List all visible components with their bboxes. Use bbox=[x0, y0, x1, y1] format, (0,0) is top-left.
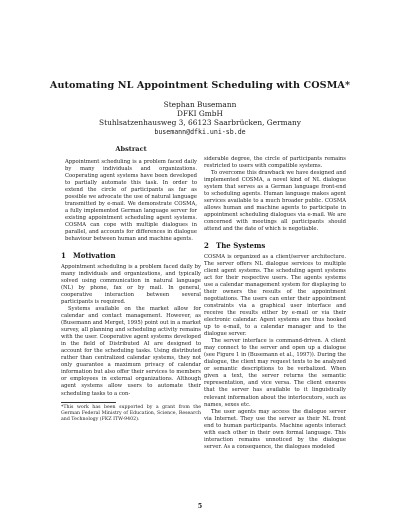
section-number: 1 bbox=[61, 251, 66, 261]
author-name: Stephan Busemann bbox=[163, 100, 237, 109]
left-column bbox=[61, 146, 201, 423]
author-email: busemann@dfki.uni-sb.de bbox=[154, 127, 246, 136]
body-paragraph: siderable degree, the circle of participants remains restricted to users with compatible systems. bbox=[204, 156, 346, 170]
body-paragraph: Appointment scheduling is a problem faced daily by many individuals and organizations, and typically solved using communication in natural language (NL) by phone, fax or by mail. In general, cooperative interaction between several participants is required. bbox=[61, 264, 201, 306]
paper-title: Automating NL Appointment Scheduling with COSMA* bbox=[49, 80, 351, 91]
abstract-text: Appointment scheduling is a problem faced daily by many individuals and organizations. Cooperating agent systems have been developed to partially automate this task. In order to extend the circle of participants as far as possible we advocate the use of natural language transmitted by e-mail. We demonstrate COSMA, a fully implemented German language server for existing appointment scheduling agent systems. COSMA can cope with multiple dialogues in parallel, and accounts for differences in dialogue behaviour between human and machine agents. bbox=[65, 159, 197, 243]
page-number: 5 bbox=[197, 503, 203, 510]
abstract-heading: Abstract bbox=[115, 145, 147, 153]
body-paragraph: To overcome this drawback we have designed and implemented COSMA, a novel kind of NL dialogue system that serves as a German language front-end to scheduling agents. Human language makes agent services available to a much broader public. COSMA allows human and machine agents to participate in appointment scheduling dialogues via e-mail. We are concerned with meetings all participants should attend and the date of which is negotiable. bbox=[204, 170, 346, 233]
right-column bbox=[204, 156, 346, 451]
author-address: Stuhlsatzenhausweg 3, 66123 Saarbrücken, Germany bbox=[99, 118, 301, 128]
section-title: The Systems bbox=[216, 241, 266, 251]
section-number: 2 bbox=[204, 241, 209, 251]
author-affiliation: DFKI GmbH bbox=[177, 109, 223, 119]
section-heading-systems bbox=[204, 242, 346, 249]
footnote: *This work has been supported by a grant from the German Federal Ministry of Education, Science, Research and Technology (FKZ ITW-9402). bbox=[61, 404, 201, 422]
body-paragraph: Systems available on the market allow for calendar and contact management. However, as (Busemann and Merget, 1995) point out in a market survey, all planning and scheduling activity remains with the user. Cooperative agent systems developed in the field of Distributed AI are designed to account for the scheduling tasks. Using distributed rather than centralized calendar systems, they not only guarantee a maximum privacy of calendar information but also offer their services to members or employees in external organizations. Although agent systems allow users to automate their scheduling tasks to a con- bbox=[61, 306, 201, 397]
footnote-divider bbox=[61, 402, 116, 403]
body-paragraph: The server interface is command-driven. A client may connect to the server and open up a dialogue (see Figure 1 in (Busemann et al., 1997)). During the dialogue, the client may request texts to be analyzed or semantic descriptions to be verbalized. When given a text, the server returns the semantic representation, and vice versa. The client ensures that the server has available to it linguistically relevant information about the interlocutors, such as names, sexes etc. bbox=[204, 338, 346, 408]
body-paragraph: COSMA is organized as a client/server architecture. The server offers NL dialogue services to multiple client agent systems. The scheduling agent systems act for their respective users. The agents systems use a calendar management system for displaying to their owners the results of the appointment negotiations. The users can enter their appointment constraints via a graphical user interface and receive the results either by e-mail or via their electronic calendar. Agent systems are thus hooked up to e-mail, to a calendar manager and to the dialogue server. bbox=[204, 254, 346, 338]
section-title: Motivation bbox=[73, 251, 116, 261]
section-heading-motivation bbox=[61, 252, 201, 259]
author-block bbox=[0, 100, 400, 137]
body-paragraph: The user agents may access the dialogue server via Internet. They use the server as their NL front end to human participants. Machine agents interact with each other in their own formal language. This interaction remains unnoticed by the dialogue server. As a consequence, the dialogues modeled bbox=[204, 408, 346, 450]
